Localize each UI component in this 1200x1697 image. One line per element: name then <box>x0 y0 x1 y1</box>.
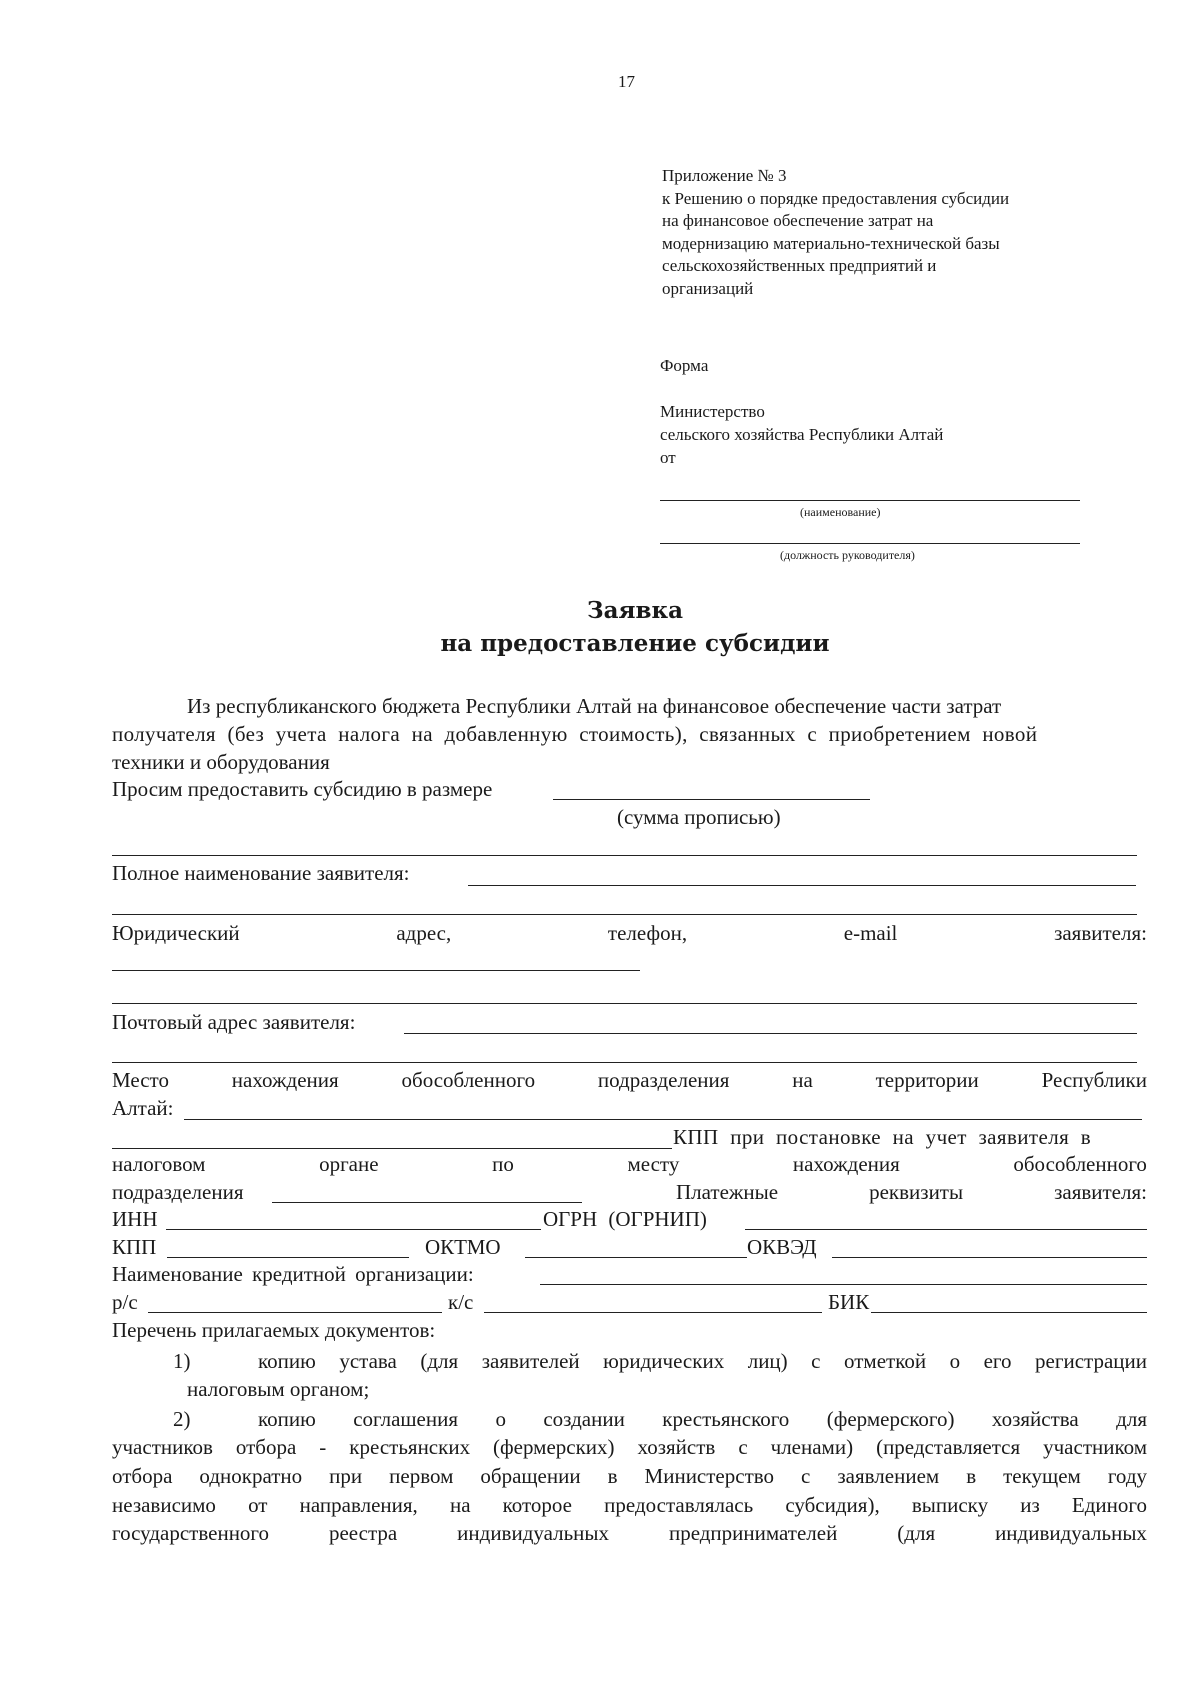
legal-address-label <box>112 921 1147 946</box>
addressee-line: Министерство <box>660 402 765 421</box>
word: индивидуальных <box>457 1521 610 1545</box>
word: месту <box>627 1152 680 1176</box>
doc-item-text: участников отбора - крестьянских (фермерских) хозяйств с членами) (представляется участником <box>112 1435 1147 1459</box>
word: заявителя: <box>1054 1180 1147 1204</box>
word: реквизиты <box>869 1180 964 1204</box>
word: Место <box>112 1068 169 1092</box>
word: Республики <box>1041 1068 1147 1092</box>
postal-address-label: Почтовый адрес заявителя: <box>112 1010 356 1034</box>
doc-item-text: отбора однократно при первом обращении в Министерство с заявлением в текущем году <box>112 1464 1147 1488</box>
doc-item-text: независимо от направления, на которое предоставлялась субсидия), выписку из Единого <box>112 1493 1147 1517</box>
kpp-intro-label: КПП при постановке на учет заявителя в <box>673 1125 1092 1149</box>
applicant-name-line[interactable] <box>660 500 1080 501</box>
postal-address-field[interactable] <box>404 1033 1137 1034</box>
document-subtitle: на предоставление субсидии <box>440 630 830 657</box>
page-number: 17 <box>618 72 635 91</box>
word: адрес, <box>396 921 452 945</box>
okved-label: ОКВЭД <box>747 1235 817 1259</box>
word: государственного <box>112 1521 270 1545</box>
intro-line: техники и оборудования <box>112 750 330 774</box>
position-caption: (должность руководителя) <box>780 548 915 562</box>
location-continuation-line[interactable] <box>112 1148 672 1149</box>
location-field[interactable] <box>184 1119 1142 1120</box>
doc-item-text-justified <box>112 1521 1147 1546</box>
word: на <box>792 1068 813 1092</box>
rs-label: р/с <box>112 1290 138 1314</box>
ogrn-field[interactable] <box>745 1229 1147 1230</box>
legal-address-field[interactable] <box>112 970 640 971</box>
appendix-line: сельскохозяйственных предприятий и <box>662 256 937 275</box>
word: предпринимателей <box>668 1521 838 1545</box>
doc-item-text: налоговым органом; <box>187 1377 370 1401</box>
amount-caption: (сумма прописью) <box>617 805 781 829</box>
bank-name-field[interactable] <box>540 1284 1147 1285</box>
word: подразделения <box>597 1068 730 1092</box>
word: реестра <box>328 1521 398 1545</box>
doc-item-text: копию соглашения о создании крестьянского (фермерского) хозяйства для <box>258 1407 1147 1431</box>
doc-item-number: 2) <box>173 1407 191 1431</box>
full-name-continuation-line[interactable] <box>112 914 1137 915</box>
intro-text: получателя (без учета налога на добавленную стоимость), связанных с приобретением новой <box>112 722 1038 746</box>
request-label: Просим предоставить субсидию в размере <box>112 777 493 801</box>
appendix-line: модернизацию материально-технической базы <box>662 233 1000 253</box>
tax-office-label <box>112 1152 1147 1177</box>
kpp-label: КПП <box>112 1235 157 1259</box>
appendix-title: Приложение № 3 <box>662 166 787 185</box>
bank-name-label: Наименование кредитной организации: <box>112 1262 474 1286</box>
amount-field[interactable] <box>553 799 870 800</box>
ks-field[interactable] <box>484 1312 822 1313</box>
word: телефон, <box>607 921 688 945</box>
full-name-label: Полное наименование заявителя: <box>112 861 410 885</box>
subdivision-label: подразделения <box>112 1180 244 1204</box>
applicant-position-line[interactable] <box>660 543 1080 544</box>
amount-continuation-line[interactable] <box>112 855 1137 856</box>
intro-line-justified <box>112 722 1147 747</box>
oktmo-label: ОКТМО <box>425 1235 501 1259</box>
word: заявителя: <box>1054 921 1147 945</box>
addressee-from: от <box>660 448 676 467</box>
appendix-line: на финансовое обеспечение затрат на <box>662 211 934 230</box>
word: обособленного <box>401 1068 536 1092</box>
oktmo-field[interactable] <box>525 1257 747 1258</box>
intro-line: Из республиканского бюджета Республики Алтай на финансовое обеспечение части затрат <box>187 694 1002 718</box>
word: обособленного <box>1013 1152 1147 1176</box>
word: территории <box>875 1068 979 1092</box>
word: нахождения <box>792 1152 900 1176</box>
addressee-line: сельского хозяйства Республики Алтай <box>660 425 944 444</box>
kpp-field[interactable] <box>167 1257 409 1258</box>
bik-field[interactable] <box>871 1312 1147 1313</box>
word: нахождения <box>231 1068 339 1092</box>
appendix-line: к Решению о порядке предоставления субсидии <box>662 188 1010 208</box>
word: (для <box>897 1521 936 1545</box>
word: e-mail <box>843 921 898 945</box>
subdivision-kpp-field[interactable] <box>272 1202 582 1203</box>
form-label: Форма <box>660 356 709 375</box>
word: по <box>492 1152 514 1176</box>
altai-label: Алтай: <box>112 1096 174 1120</box>
appendix-block <box>662 165 1102 300</box>
payment-details-label <box>676 1180 1147 1205</box>
word: Платежные <box>676 1180 779 1204</box>
word: Юридический <box>112 921 240 945</box>
rs-field[interactable] <box>148 1312 442 1313</box>
legal-address-continuation-line[interactable] <box>112 1003 1137 1004</box>
doc-item-text: копию устава (для заявителей юридических лиц) с отметкой о его регистрации <box>258 1349 1147 1373</box>
postal-address-continuation-line[interactable] <box>112 1062 1137 1063</box>
appendix-line: организаций <box>662 278 754 298</box>
documents-heading: Перечень прилагаемых документов: <box>112 1318 436 1342</box>
okved-field[interactable] <box>832 1257 1147 1258</box>
document-title: Заявка <box>587 597 683 624</box>
word: органе <box>319 1152 379 1176</box>
bik-label: БИК <box>828 1290 870 1314</box>
inn-field[interactable] <box>166 1229 541 1230</box>
addressee-block <box>660 400 1100 469</box>
doc-item-number: 1) <box>173 1349 191 1373</box>
name-caption: (наименование) <box>800 505 881 519</box>
full-name-field[interactable] <box>468 885 1136 886</box>
word: индивидуальных <box>995 1521 1147 1545</box>
ks-label: к/с <box>448 1290 474 1314</box>
inn-label: ИНН <box>112 1207 158 1231</box>
location-label <box>112 1068 1147 1093</box>
ogrn-label: ОГРН (ОГРНИП) <box>543 1207 707 1231</box>
word: налоговом <box>112 1152 206 1176</box>
